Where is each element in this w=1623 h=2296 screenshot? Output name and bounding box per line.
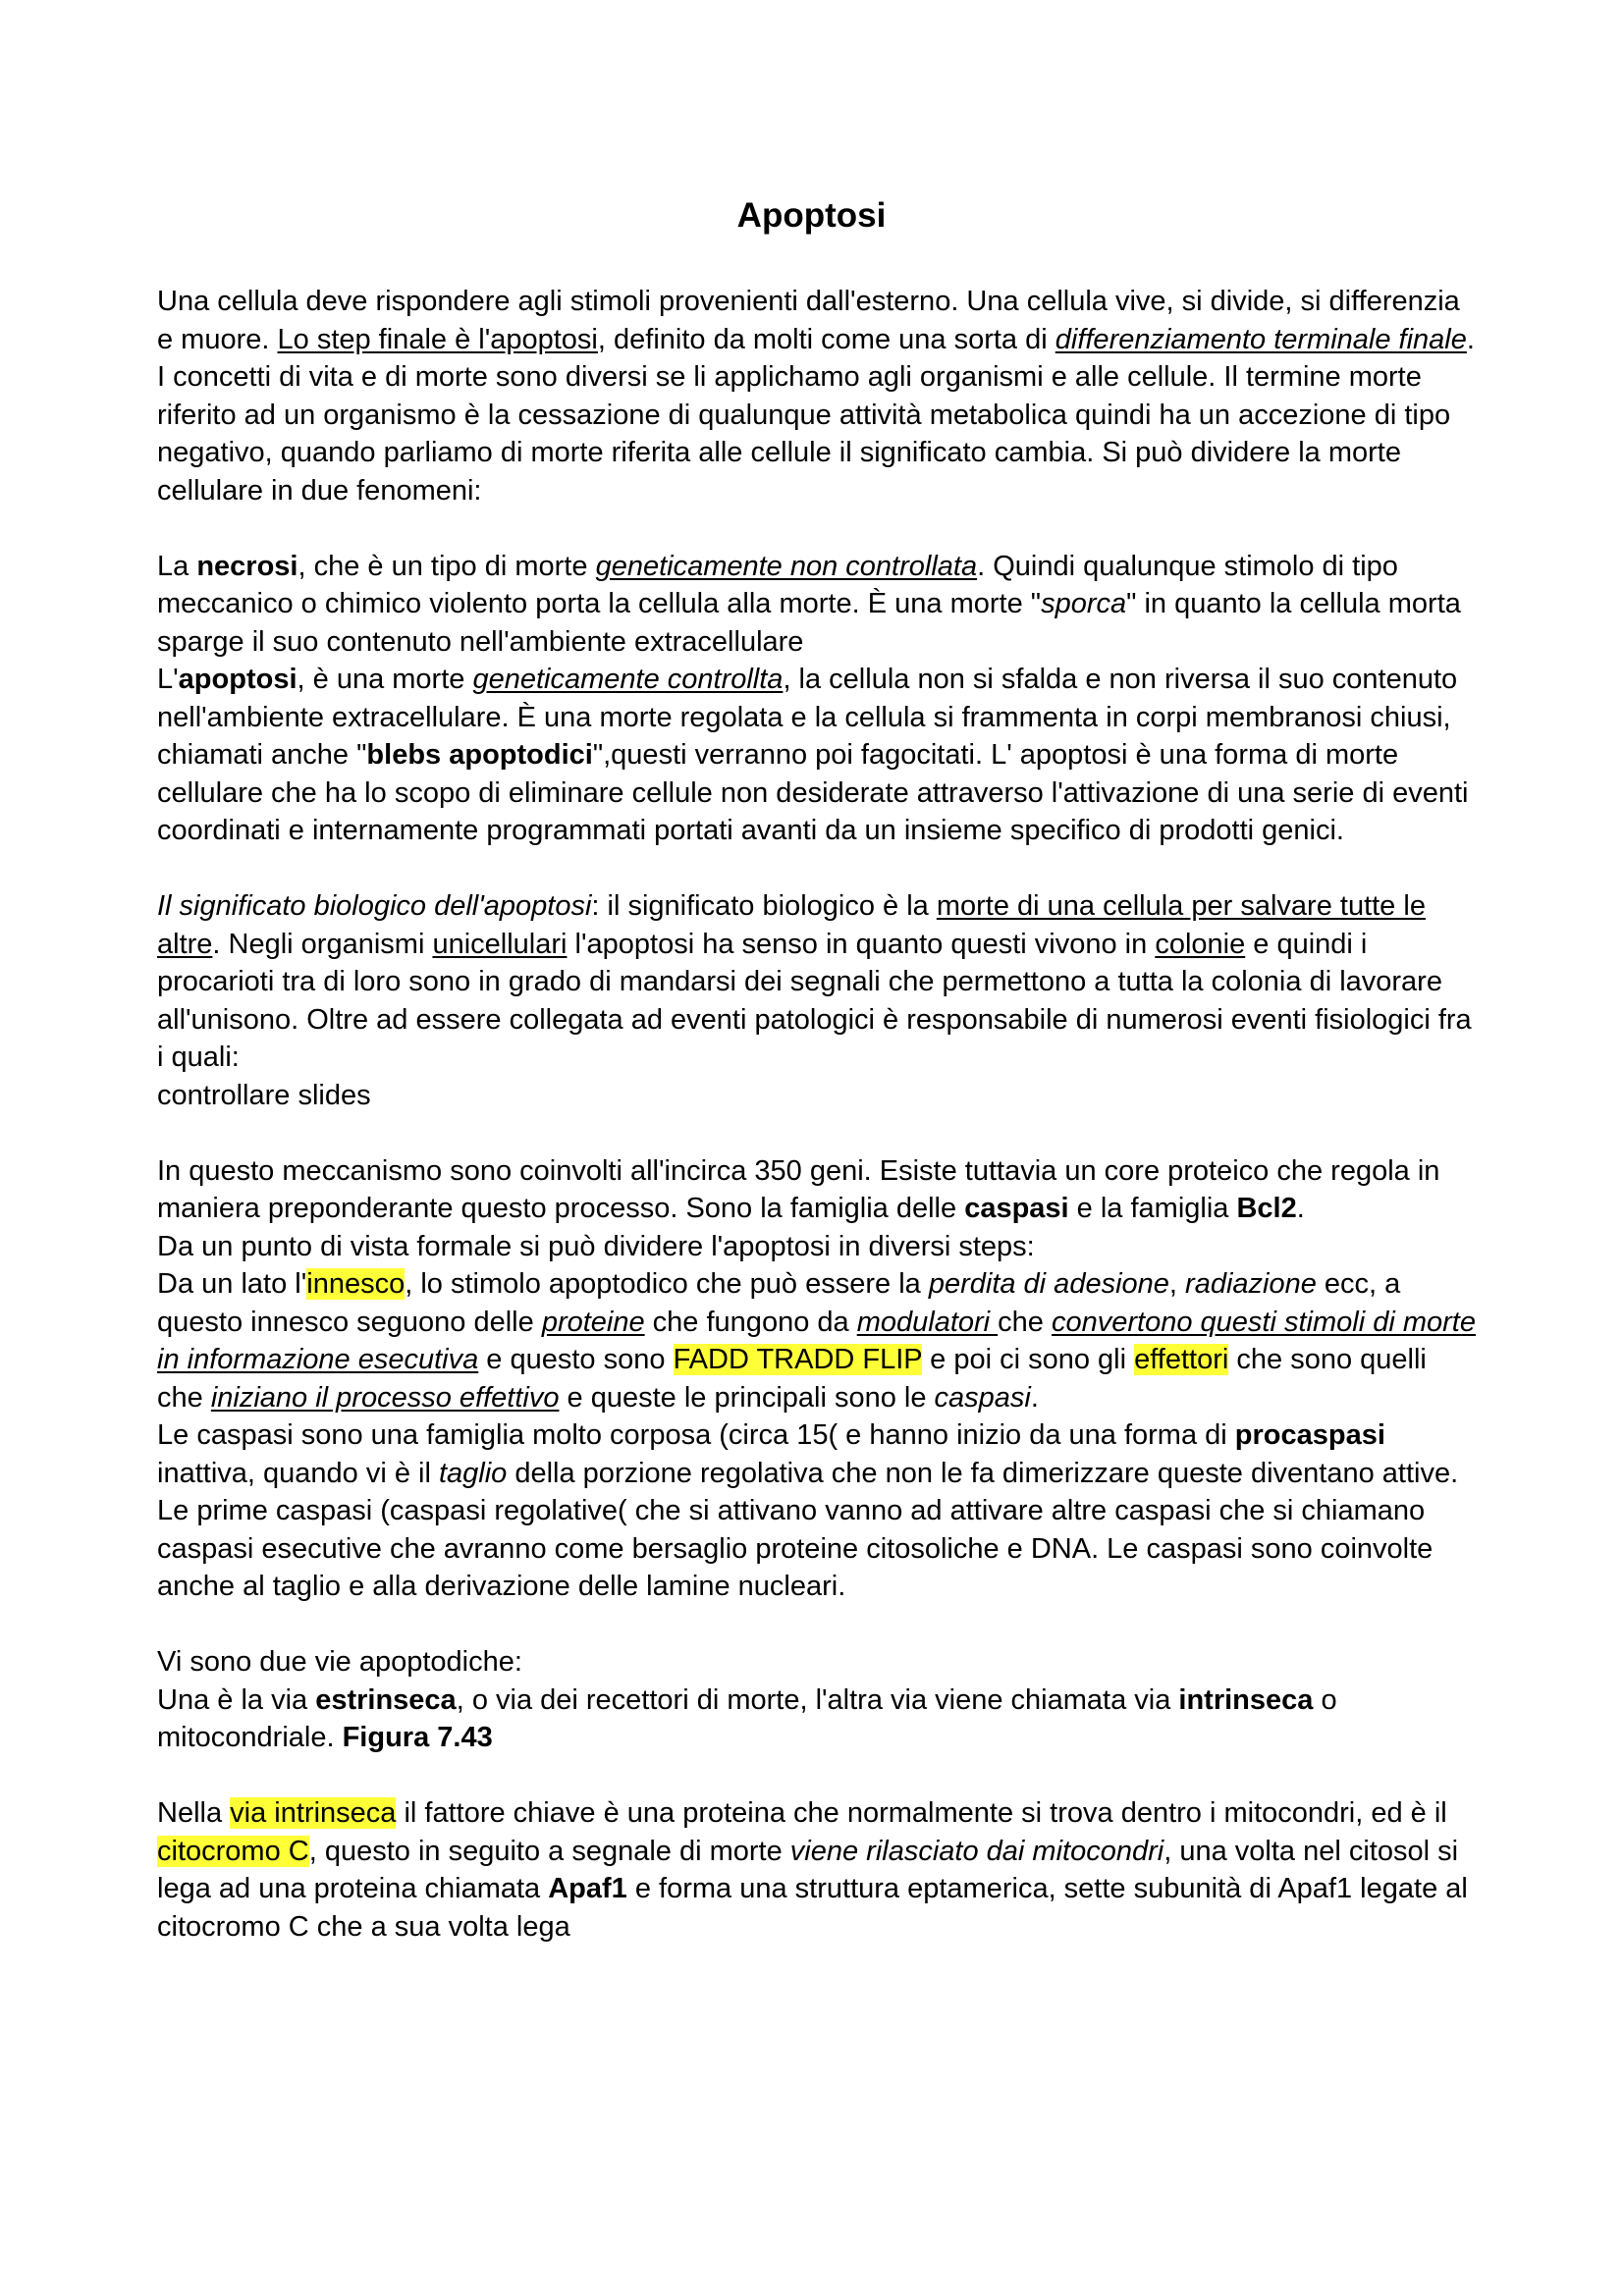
text-run: , la cellula non si sfalda e non riversa il suo contenuto nell'ambiente extracellulare. È una morte regolata e la cellula si frammenta in corpi membranosi chiusi, chiamati anche " xyxy=(157,664,1458,771)
text-run: , che è un tipo di morte xyxy=(298,550,596,582)
text-run: , una volta nel citosol si lega ad una proteina chiamata xyxy=(157,1835,1459,1904)
text-run: ecc, a questo innesco seguono delle xyxy=(157,1268,1401,1338)
text-run: , lo stimolo apoptodico che può essere la xyxy=(405,1268,929,1300)
document-body xyxy=(157,283,1478,1946)
text-run: In questo meccanismo sono coinvolti all'incirca 350 geni. Esiste tuttavia un core proteico che regola in maniera preponderante questo processo. Sono la famiglia delle xyxy=(157,1154,1440,1224)
italic-underlined-text: modulatori xyxy=(856,1306,999,1338)
bold-term: intrinseca xyxy=(1178,1683,1314,1716)
paragraph-caspasi xyxy=(157,1416,1478,1606)
text-run: Le caspasi sono una famiglia molto corposa (circa 15( e hanno inizio da una forma di xyxy=(157,1419,1235,1451)
highlighted-text: via intrinseca xyxy=(230,1797,397,1829)
italic-underlined-text: convertono questi stimoli di morte in informazione esecutiva xyxy=(157,1306,1476,1375)
bold-term: procaspasi xyxy=(1234,1419,1385,1451)
paragraph-gap xyxy=(157,1606,1478,1644)
italic-text: caspasi xyxy=(934,1381,1031,1414)
italic-underlined-text: geneticamente non controllata xyxy=(595,550,978,582)
text-run: Una è la via xyxy=(157,1683,316,1716)
paragraph-apoptosi xyxy=(157,661,1478,850)
text-run: che fungono da xyxy=(644,1306,857,1338)
text-run: . I concetti di vita e di morte sono diversi se li applichamo agli organismi e alle cellule. Il termine morte riferito ad un organismo è la cessazione di qualunque attività metabolica quindi ha un accezione di tipo negativo, quando parliamo di morte riferita alle cellule il significato cambia. Si può dividere la morte cellulare in due fenomeni: xyxy=(157,323,1475,507)
paragraph-innesco xyxy=(157,1265,1478,1416)
italic-text: viene rilasciato dai mitocondri xyxy=(789,1835,1164,1867)
paragraph-gap xyxy=(157,850,1478,888)
text-run: " in quanto la cellula morta sparge il suo contenuto nell'ambiente extracellulare xyxy=(157,588,1461,658)
text-run: e queste le principali sono le xyxy=(559,1381,935,1414)
text-run: che sono quelli che xyxy=(157,1344,1427,1414)
underlined-text: Lo step finale è l'apoptosi xyxy=(277,323,598,355)
highlighted-text: FADD TRADD FLIP xyxy=(673,1344,923,1375)
italic-text: perdita di adesione xyxy=(928,1268,1169,1300)
text-run: Da un lato l' xyxy=(157,1268,307,1300)
text-run: e poi ci sono gli xyxy=(922,1344,1135,1375)
text-run: . xyxy=(1296,1193,1305,1224)
italic-text: sporca xyxy=(1041,588,1127,619)
text-run: ",questi verranno poi fagocitati. L' apoptosi è una forma di morte cellulare che ha lo scopo di eliminare cellule non desiderate attraverso l'attivazione di una serie di eventi coordinati e internamente programmati portati avanti da un insieme specifico di prodotti genici. xyxy=(157,739,1469,846)
text-run: , questo in seguito a segnale di morte xyxy=(308,1835,790,1867)
figure-reference: Figura 7.43 xyxy=(342,1722,493,1753)
underlined-text: colonie xyxy=(1155,928,1246,960)
paragraph-gap xyxy=(157,1114,1478,1152)
text-run: e quindi i procarioti tra di loro sono in grado di mandarsi dei segnali che permettono a tutta la colonia di lavorare all'unisono. Oltre ad essere collegata ad eventi patologici è responsabile di numerosi eventi fisiologici fra i quali: xyxy=(157,928,1472,1073)
text-run: . xyxy=(1030,1381,1039,1414)
text-run: il fattore chiave è una proteina che normalmente si trova dentro i mitocondri, ed è il xyxy=(396,1797,1447,1829)
text-run: e forma una struttura eptamerica, sette subunità di Apaf1 legate al citocromo C che a sua volta lega xyxy=(157,1873,1468,1943)
paragraph-steps: Da un punto di vista formale si può dividere l'apoptosi in diversi steps: xyxy=(157,1230,1035,1262)
text-run: della porzione regolativa che non le fa dimerizzare queste diventano attive. Le prime caspasi (caspasi regolative( che si attivano vanno ad attivare altre caspasi che si chiamano caspasi esecutive che avranno come bersaglio proteine citosoliche e DNA. Le caspasi sono coinvolte anche al taglio e alla derivazione delle lamine nucleari. xyxy=(157,1457,1459,1602)
paragraph-gap xyxy=(157,509,1478,548)
text-run: Una cellula deve rispondere agli stimoli provenienti dall'esterno. Una cellula vive, si divide, si differenzia e muore. xyxy=(157,286,1460,355)
text-run: , o via dei recettori di morte, l'altra via viene chiamata via xyxy=(456,1683,1179,1716)
highlighted-text: citocromo C xyxy=(157,1835,309,1867)
bold-term: blebs apoptodici xyxy=(366,739,593,771)
bold-term: estrinseca xyxy=(315,1683,457,1716)
text-run: o mitocondriale. xyxy=(157,1683,1337,1753)
underlined-text: unicellulari xyxy=(432,928,568,960)
text-run: , è una morte xyxy=(297,664,473,695)
text-run: La xyxy=(157,550,197,582)
highlighted-text: effettori xyxy=(1134,1344,1229,1375)
paragraph-geni xyxy=(157,1152,1478,1228)
paragraph-intrinseca xyxy=(157,1794,1478,1946)
italic-underlined-text: differenziamento terminale finale xyxy=(1055,323,1467,355)
paragraph-estrinseca xyxy=(157,1682,1478,1757)
paragraph-intro xyxy=(157,283,1478,509)
bold-term: caspasi xyxy=(964,1193,1069,1224)
underlined-text: morte di una cellula per salvare tutte le altre xyxy=(157,890,1426,960)
text-run: inattiva, quando vi è il xyxy=(157,1457,439,1489)
bold-term: Bcl2 xyxy=(1236,1193,1297,1224)
bold-term: apoptosi xyxy=(178,664,298,695)
text-run: Nella xyxy=(157,1797,231,1829)
text-run: , xyxy=(1168,1268,1186,1300)
highlighted-text: innesco xyxy=(306,1268,406,1300)
paragraph-significato xyxy=(157,887,1478,1077)
text-run: che xyxy=(998,1306,1052,1338)
italic-underlined-text: iniziano il processo effettivo xyxy=(210,1381,560,1414)
text-run: e questo sono xyxy=(478,1344,674,1375)
paragraph-vie: Vi sono due vie apoptodiche: xyxy=(157,1646,522,1678)
italic-heading: Il significato biologico dell'apoptosi xyxy=(157,890,592,922)
text-run: : il significato biologico è la xyxy=(591,890,937,922)
paragraph-gap xyxy=(157,1757,1478,1795)
text-run: L' xyxy=(157,664,179,695)
text-run: . Quindi qualunque stimolo di tipo meccanico o chimico violento porta la cellula alla morte. È una morte " xyxy=(157,550,1398,619)
paragraph-note: controllare slides xyxy=(157,1079,371,1111)
text-run: . Negli organismi xyxy=(212,928,433,960)
text-run: e la famiglia xyxy=(1068,1193,1237,1224)
bold-term: Apaf1 xyxy=(548,1873,627,1904)
text-run: , definito da molti come una sorta di xyxy=(597,323,1055,355)
italic-underlined-text: proteine xyxy=(541,1306,645,1338)
paragraph-necrosi xyxy=(157,548,1478,662)
italic-text: radiazione xyxy=(1185,1268,1317,1300)
italic-text: taglio xyxy=(438,1457,508,1489)
bold-term: necrosi xyxy=(196,550,298,582)
page-title: Apoptosi xyxy=(736,196,887,235)
italic-underlined-text: geneticamente controllta xyxy=(472,664,784,695)
text-run: l'apoptosi ha senso in quanto questi vivono in xyxy=(567,928,1156,960)
